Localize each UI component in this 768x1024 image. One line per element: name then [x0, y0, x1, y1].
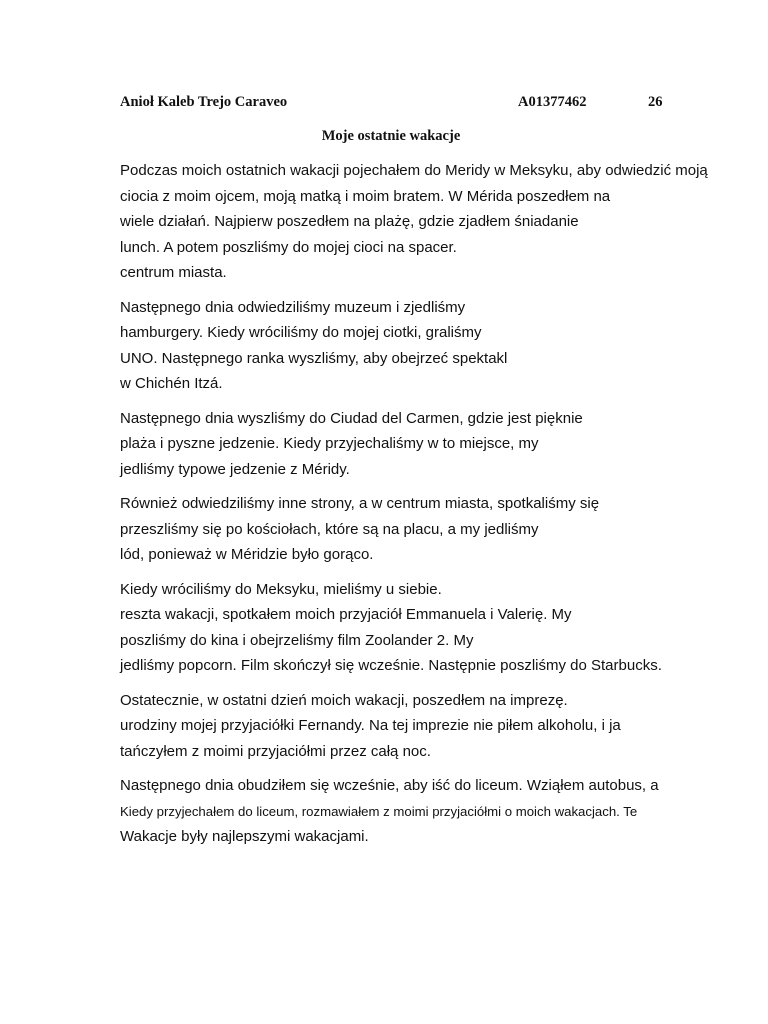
text-line: reszta wakacji, spotkałem moich przyjaciół Emmanuela i Valerię. My: [120, 606, 572, 623]
essay-body: [120, 158, 740, 859]
text-line: centrum miasta.: [120, 264, 227, 281]
text-line: jedliśmy popcorn. Film skończył się wcześnie. Następnie poszliśmy do Starbucks.: [120, 657, 662, 674]
text-line: przeszliśmy się po kościołach, które są na placu, a my jedliśmy: [120, 520, 539, 538]
text-line: Wakacje były najlepszymi wakacjami.: [120, 828, 369, 845]
text-line: Następnego dnia wyszliśmy do Ciudad del Carmen, gdzie jest pięknie: [120, 409, 583, 427]
text-line: Ostatecznie, w ostatni dzień moich wakacji, poszedłem na imprezę.: [120, 691, 568, 709]
text-line: urodziny mojej przyjaciółki Fernandy. Na tej imprezie nie piłem alkoholu, i ja: [120, 717, 621, 734]
text-line: hamburgery. Kiedy wróciliśmy do mojej ciotki, graliśmy: [120, 324, 482, 341]
document-title: Moje ostatnie wakacje: [321, 128, 461, 144]
paragraph-3: [120, 406, 740, 483]
text-line: Kiedy wróciliśmy do Meksyku, mieliśmy u siebie.: [120, 580, 442, 598]
paragraph-2: [120, 295, 740, 397]
paragraph-5: [120, 577, 740, 679]
text-line: Również odwiedziliśmy inne strony, a w centrum miasta, spotkaliśmy się: [120, 495, 600, 512]
text-line: Podczas moich ostatnich wakacji pojechałem do Meridy w Meksyku, aby odwiedzić moją: [120, 162, 708, 179]
text-line: Kiedy przyjechałem do liceum, rozmawiałem z moimi przyjaciółmi o moich wakacjach. Te: [120, 803, 638, 819]
text-line: lunch. A potem poszliśmy do mojej cioci na spacer.: [120, 238, 457, 256]
text-line: jedliśmy typowe jedzenie z Méridy.: [120, 460, 350, 478]
text-line: wiele działań. Najpierw poszedłem na plażę, gdzie zjadłem śniadanie: [120, 213, 579, 230]
author-name: Anioł Kaleb Trejo Caraveo: [120, 94, 288, 110]
paragraph-7: [120, 773, 740, 850]
text-line: Następnego dnia odwiedziliśmy muzeum i zjedliśmy: [120, 298, 466, 316]
text-line: UNO. Następnego ranka wyszliśmy, aby obejrzeć spektakl: [120, 349, 508, 367]
text-line: Następnego dnia obudziłem się wcześnie, aby iść do liceum. Wziąłem autobus, a: [120, 777, 659, 794]
text-line: ciocia z moim ojcem, moją matką i moim bratem. W Mérida poszedłem na: [120, 187, 611, 205]
text-line: w Chichén Itzá.: [120, 375, 223, 392]
student-id: A01377462: [518, 94, 587, 110]
paragraph-6: [120, 688, 740, 765]
paragraph-1: [120, 158, 740, 286]
text-line: tańczyłem z moimi przyjaciółmi przez całą noc.: [120, 742, 431, 760]
text-line: poszliśmy do kina i obejrzeliśmy film Zoolander 2. My: [120, 631, 474, 649]
document-header: [0, 94, 768, 114]
paragraph-4: [120, 491, 740, 568]
text-line: lód, ponieważ w Méridzie było gorąco.: [120, 546, 374, 563]
text-line: plaża i pyszne jedzenie. Kiedy przyjechaliśmy w to miejsce, my: [120, 435, 539, 452]
page-number: 26: [648, 94, 663, 110]
